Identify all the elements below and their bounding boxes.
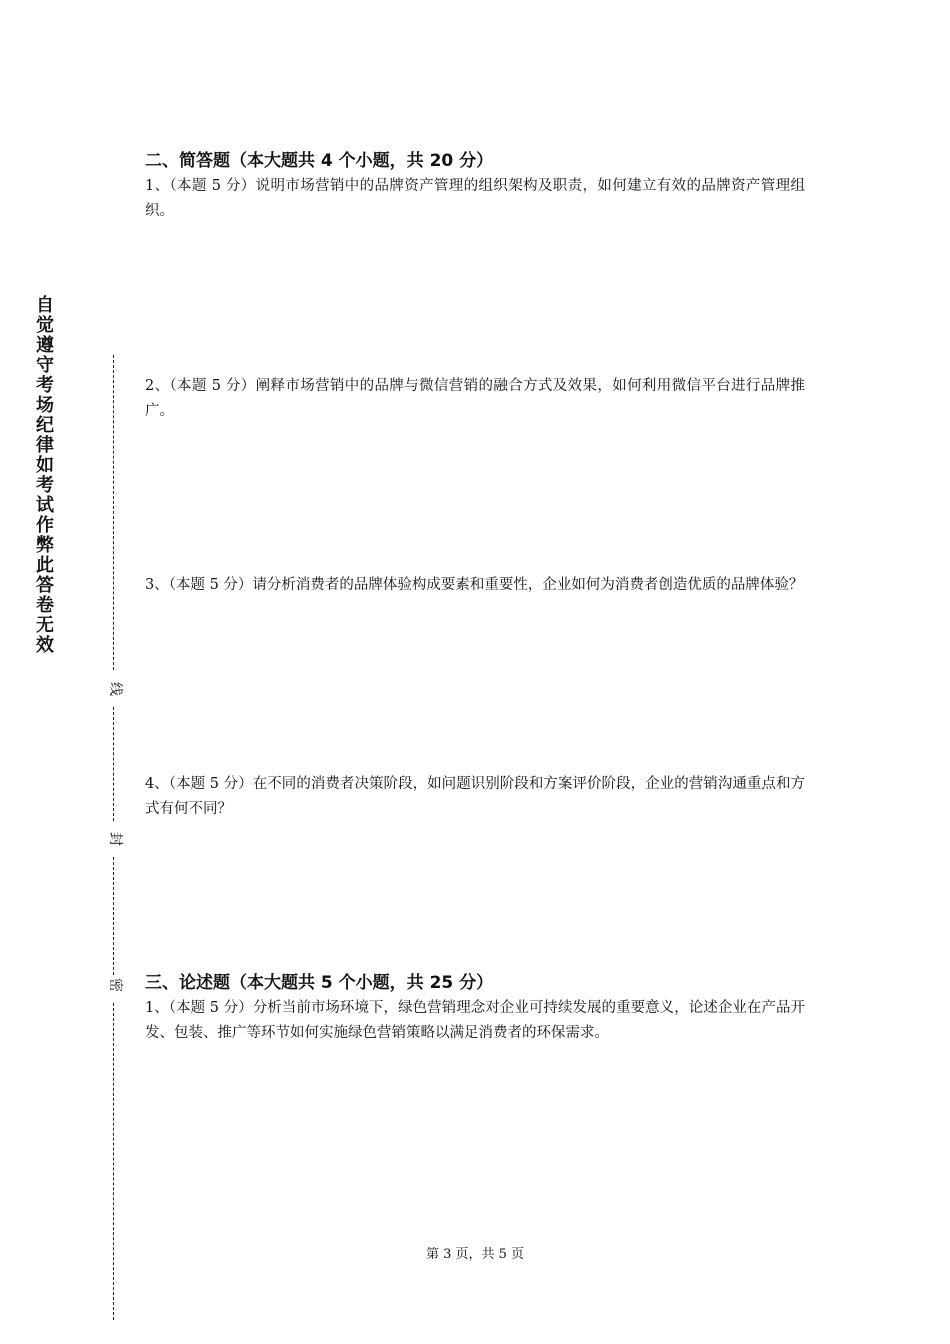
binding-mark-line: 线 bbox=[107, 682, 123, 696]
binding-dash-lower bbox=[113, 857, 114, 975]
binding-mark-secret: 密 bbox=[107, 978, 123, 992]
question-short-1: 1、（本题 5 分）说明市场营销中的品牌资产管理的组织架构及职责，如何建立有效的品牌资产管理组织。 bbox=[145, 178, 805, 219]
question-short-2: 2、（本题 5 分）阐释市场营销中的品牌与微信营销的融合方式及效果，如何利用微信平台进行品牌推广。 bbox=[145, 378, 805, 419]
section-title-short-answer: 二、简答题（本大题共 4 个小题，共 20 分） bbox=[145, 151, 494, 171]
question-short-4: 4、（本题 5 分）在不同的消费者决策阶段，如问题识别阶段和方案评价阶段，企业的营销沟通重点和方式有何不同？ bbox=[145, 776, 805, 817]
question-essay-1: 1、（本题 5 分）分析当前市场环境下，绿色营销理念对企业可持续发展的重要意义，论述企业在产品开发、包装、推广等环节如何实施绿色营销策略以满足消费者的环保需求。 bbox=[145, 1000, 805, 1041]
binding-line bbox=[104, 355, 126, 1320]
binding-dash-upper bbox=[113, 355, 114, 670]
binding-dash-middle bbox=[113, 707, 114, 821]
section-title-essay: 三、论述题（本大题共 5 个小题，共 25 分） bbox=[145, 973, 494, 993]
exam-discipline-notice: 自觉遵守考场纪律如考试作弊此答卷无效 bbox=[36, 295, 54, 656]
page-number: 第 3 页，共 5 页 bbox=[425, 1247, 525, 1262]
binding-dash-bottom bbox=[113, 1003, 114, 1320]
question-short-3: 3、（本题 5 分）请分析消费者的品牌体验构成要素和重要性，企业如何为消费者创造优质的品牌体验？ bbox=[145, 577, 804, 593]
binding-mark-seal: 封 bbox=[107, 832, 123, 846]
